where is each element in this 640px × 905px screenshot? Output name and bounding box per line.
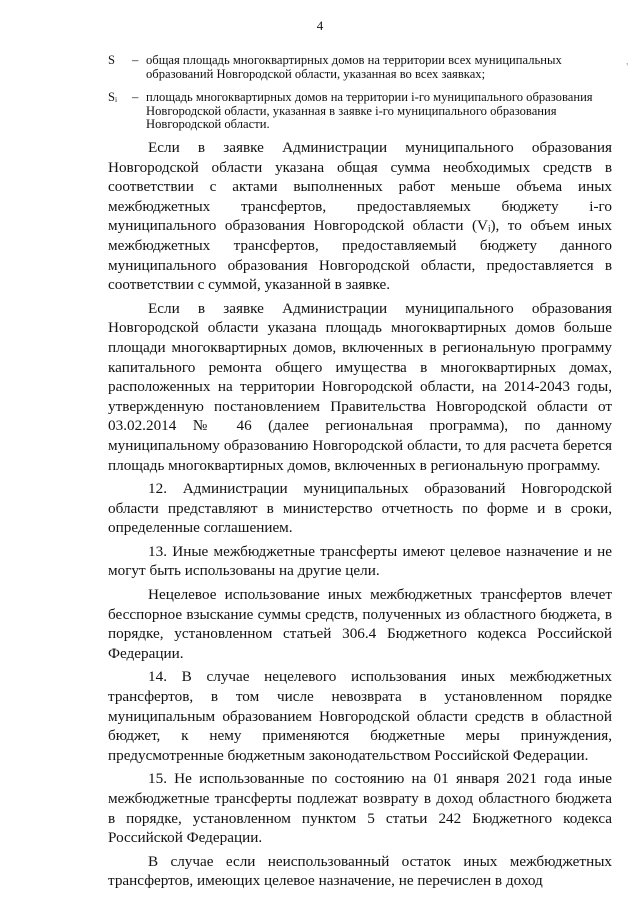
page-number: 4 [316, 18, 324, 33]
definition-text: площадь многоквартирных домов на территории i-го муниципального образования Новгородской области, указанная в заявке i-го муниципального образования Новгородской области. [146, 90, 593, 131]
paragraph: Если в заявке Администрации муниципального образования Новгородской области указана площадь многоквартирных домов больше площади многоквартирных домов, включенных в региональную программу капитального ремонта общего имущества в многоквартирных домах, расположенных на территории Новгородской области, на 2014-2043 годы, утвержденную постановлением Правительства Новгородской области от 03.02.2014 № 46 (далее региональная программа), по данному муниципальному образованию Новгородской области, то для расчета берется площадь многоквартирных домов, включенных в региональную программу. [108, 299, 612, 474]
paragraph: Нецелевое использование иных межбюджетных трансфертов влечет бесспорное взыскание суммы средств, полученных из областного бюджета, в порядке, установленном статьей 306.4 Бюджетного кодекса Российской Федерации. [108, 586, 612, 662]
paragraph: 13. Иные межбюджетные трансферты имеют целевое назначение и не могут быть использованы на другие цели. [108, 542, 612, 580]
definition-item [108, 91, 618, 132]
margin-mark: ' [626, 62, 628, 73]
definition-dash: – [132, 90, 139, 104]
definition-dash: – [132, 53, 139, 67]
definitions-list [108, 54, 618, 142]
paragraph: 15. Не использованные по состоянию на 01 января 2021 года иные межбюджетные трансферты подлежат возврату в доход областного бюджета в порядке, установленном пунктом 5 статьи 242 Бюджетного кодекса Российской Федерации. [108, 770, 612, 847]
definition-symbol: S [108, 53, 116, 67]
paragraph: Если в заявке Администрации муниципального образования Новгородской области указана общая сумма необходимых средств в соответствии с актами выполненных работ меньше объема иных межбюджетных трансфертов, предоставляемых бюджету i-го муниципального образования Новгородской области (Vᵢ), то объем иных межбюджетных трансфертов, предоставляемый бюджету данного муниципального образования Новгородской области, предоставляется в соответствии с суммой, указанной в заявке. [108, 139, 612, 294]
definition-item [108, 54, 618, 81]
paragraph: 12. Администрации муниципальных образований Новгородской области представляют в министерство отчетность по форме и в сроки, определенные соглашением. [108, 480, 612, 537]
definition-text: общая площадь многоквартирных домов на территории всех муниципальных образований Новгородской области, указанная во всех заявках; [146, 53, 562, 81]
paragraph: В случае если неиспользованный остаток иных межбюджетных трансфертов, имеющих целевое назначение, не перечислен в доход [108, 852, 612, 890]
paragraph: 14. В случае нецелевого использования иных межбюджетных трансфертов, в том числе невозврата в установленном порядке муниципальным образованием Новгородской области средств в областной бюджет, к нему применяются бюджетные меры принуждения, предусмотренные бюджетным законодательством Российской Федерации. [108, 668, 612, 764]
body-text [108, 138, 612, 891]
definition-symbol: Sᵢ [108, 90, 118, 104]
